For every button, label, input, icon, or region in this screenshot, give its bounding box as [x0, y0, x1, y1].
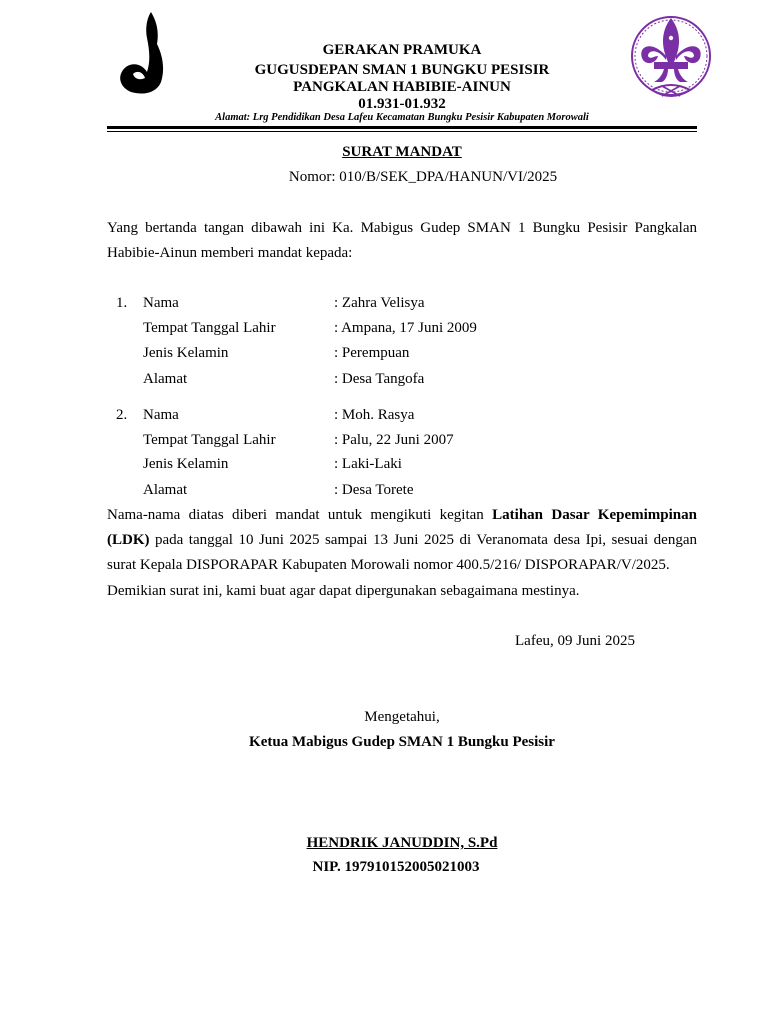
person-2-value-alamat: : Desa Torete: [334, 482, 414, 498]
activity-name: Latihan Dasar Kepemimpinan (LDK): [107, 507, 697, 549]
signatory-name: HENDRIK JANUDDIN, S.Pd: [306, 835, 498, 851]
org-name: GERAKAN PRAMUKA: [322, 42, 482, 58]
gudep-code: 01.931-01.932: [358, 96, 446, 112]
person-1-label-alamat: Alamat: [143, 371, 188, 387]
acknowledged-label: Mengetahui,: [364, 709, 440, 725]
person-2-label-nama: Nama: [143, 407, 179, 423]
closing-paragraph: Demikian surat ini, kami buat agar dapat dipergunakan sebagaimana mestinya.: [107, 583, 580, 599]
person-2-label-gender: Jenis Kelamin: [143, 456, 229, 472]
person-1-number: 1.: [116, 295, 128, 311]
pangkalan-name: PANGKALAN HABIBIE-AINUN: [293, 79, 511, 95]
person-2-value-ttl: : Palu, 22 Juni 2007: [334, 432, 454, 448]
signatory-position: Ketua Mabigus Gudep SMAN 1 Bungku Pesisir: [249, 734, 555, 750]
person-2-label-alamat: Alamat: [143, 482, 188, 498]
letterhead-rule-thick: [107, 126, 697, 129]
intro-paragraph: Yang bertanda tangan dibawah ini Ka. Mabigus Gudep SMAN 1 Bungku Pesisir Pangkalan Habibie-Ainun memberi mandat kepada:: [107, 220, 697, 262]
scout-fleur-de-lis-icon: [628, 10, 714, 104]
unit-name: GUGUSDEPAN SMAN 1 BUNGKU PESISIR: [254, 62, 550, 78]
person-2-number: 2.: [116, 407, 128, 423]
person-1-value-nama: : Zahra Velisya: [334, 295, 425, 311]
letter-title: SURAT MANDAT: [342, 144, 462, 160]
tunas-kelapa-icon: [107, 8, 183, 104]
letter-number: Nomor: 010/B/SEK_DPA/HANUN/VI/2025: [288, 169, 558, 185]
body-text-pre: Nama-nama diatas diberi mandat untuk mengikuti kegitan: [107, 507, 493, 523]
person-1-label-gender: Jenis Kelamin: [143, 345, 229, 361]
person-2-label-ttl: Tempat Tanggal Lahir: [143, 432, 276, 448]
letterhead-address: Alamat: Lrg Pendidikan Desa Lafeu Kecamatan Bungku Pesisir Kabupaten Morowali: [215, 112, 589, 123]
place-date: Lafeu, 09 Juni 2025: [515, 633, 635, 649]
person-1-value-gender: : Perempuan: [334, 345, 410, 361]
person-1-label-nama: Nama: [143, 295, 179, 311]
body-paragraph: [107, 503, 697, 579]
person-1-value-ttl: : Ampana, 17 Juni 2009: [334, 320, 477, 336]
person-2-value-nama: : Moh. Rasya: [334, 407, 415, 423]
person-1-label-ttl: Tempat Tanggal Lahir: [143, 320, 276, 336]
signatory-nip: NIP. 197910152005021003: [312, 859, 480, 875]
person-2-value-gender: : Laki-Laki: [334, 456, 402, 472]
body-text-post: pada tanggal 10 Juni 2025 sampai 13 Juni 2025 di Veranomata desa Ipi, sesuai dengan surat Kepala DISPORAPAR Kabupaten Morowali nomor 400.5/216/ DISPORAPAR/V/2025.: [107, 532, 697, 574]
letterhead-rule-thin: [107, 131, 697, 132]
person-1-value-alamat: : Desa Tangofa: [334, 371, 425, 387]
